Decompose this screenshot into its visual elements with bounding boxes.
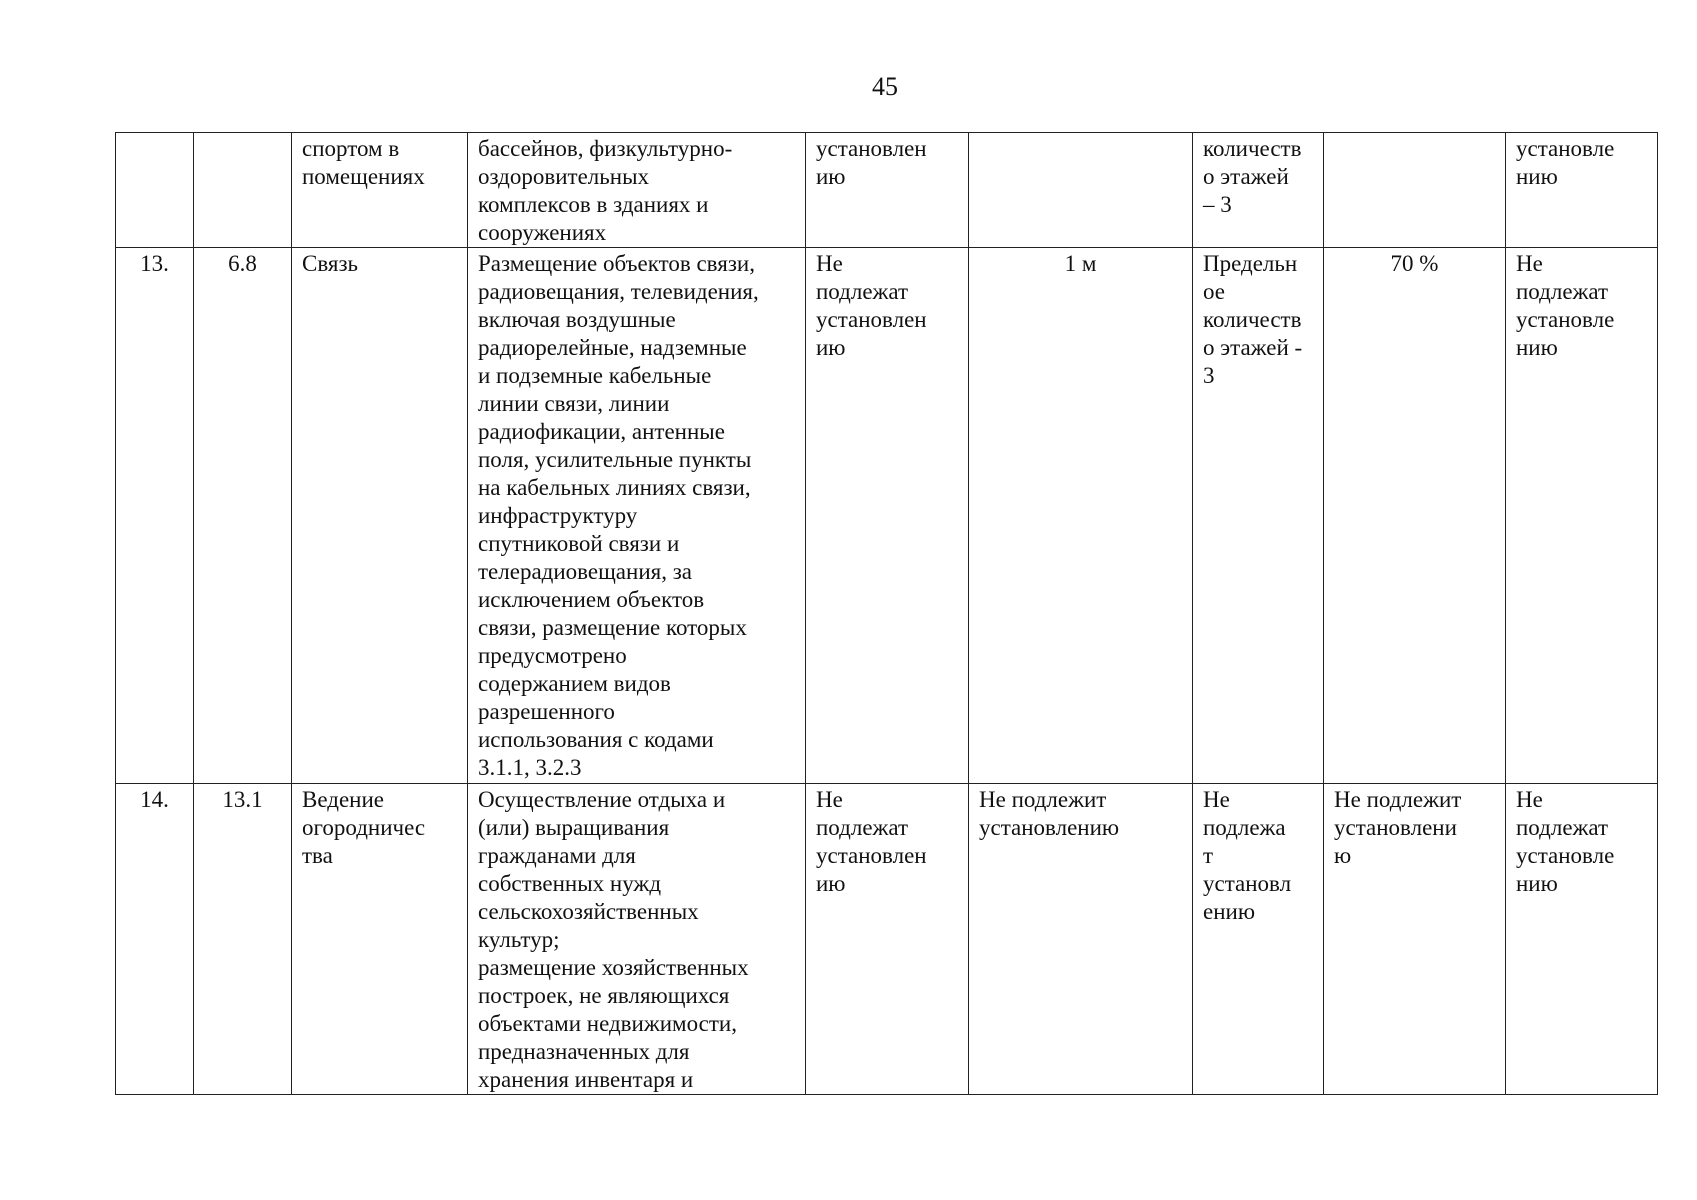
max-floors-text [1203, 135, 1313, 219]
text-line: Ведение [302, 787, 384, 812]
text-line: сельскохозяйственных [478, 899, 699, 924]
text-line: установле [1516, 843, 1615, 868]
text-line: 1 м [1064, 251, 1097, 276]
text-line: установлен [816, 843, 927, 868]
text-line: культур; [478, 927, 560, 952]
text-line: установле [1516, 136, 1615, 161]
row-number-text: 13. [140, 251, 169, 276]
text-line: инфраструктуру [478, 503, 638, 528]
table-body [116, 133, 1658, 1095]
row-number-cell [116, 784, 194, 1095]
table-row [116, 784, 1658, 1095]
text-line: т [1203, 843, 1214, 868]
text-line: тва [302, 843, 333, 868]
other-limits-text [1516, 786, 1647, 898]
text-line: Осуществление отдыха и [478, 787, 726, 812]
min-setback-text [979, 250, 1182, 278]
text-line: оздоровительных [478, 164, 650, 189]
table-row [116, 133, 1658, 248]
row-number-cell [116, 133, 194, 248]
row-number-cell [116, 248, 194, 784]
text-line: бассейнов, физкультурно- [478, 136, 733, 161]
max-floors-text [1203, 250, 1313, 390]
text-line: поля, усилительные пункты [478, 447, 752, 472]
min-area-text [816, 135, 958, 191]
code-cell [194, 784, 292, 1095]
other-limits-text [1516, 135, 1647, 191]
text-line: Не [816, 251, 843, 276]
text-line: Не [1516, 251, 1543, 276]
max-floors-cell [1193, 248, 1324, 784]
text-line: установлен [816, 307, 927, 332]
description-text [478, 250, 795, 782]
text-line: гражданами для [478, 843, 636, 868]
page-number: 45 [872, 72, 898, 101]
max-coverage-cell [1324, 248, 1506, 784]
text-line: Не [1516, 787, 1543, 812]
other-limits-cell [1506, 133, 1658, 248]
text-line: Размещение объектов связи, [478, 251, 755, 276]
text-line: количеств [1203, 136, 1302, 161]
description-cell [468, 248, 806, 784]
text-line: установлени [1334, 815, 1457, 840]
text-line: сооружениях [478, 220, 607, 245]
min-setback-cell [969, 248, 1193, 784]
text-line: Не подлежит [1334, 787, 1462, 812]
min-setback-cell [969, 133, 1193, 248]
use-name-cell [292, 784, 468, 1095]
text-line: огородничес [302, 815, 426, 840]
text-line: подлежат [816, 279, 909, 304]
max-floors-text [1203, 786, 1313, 926]
text-line: на кабельных линиях связи, [478, 475, 751, 500]
use-name-text [302, 250, 457, 278]
text-line: Не [816, 787, 843, 812]
text-line: помещениях [302, 164, 425, 189]
text-line: Не подлежит [979, 787, 1107, 812]
code-text: 13.1 [222, 787, 263, 812]
text-line: нию [1516, 164, 1558, 189]
text-line: собственных нужд [478, 871, 662, 896]
min-area-text [816, 786, 958, 898]
text-line: установл [1203, 871, 1292, 896]
max-coverage-text [1334, 250, 1495, 278]
text-line: линии связи, линии [478, 391, 670, 416]
description-text [478, 135, 795, 247]
table-row [116, 248, 1658, 784]
text-line: 3 [1203, 363, 1215, 388]
other-limits-cell [1506, 784, 1658, 1095]
text-line: и подземные кабельные [478, 363, 712, 388]
text-line: Связь [302, 251, 359, 276]
max-coverage-text [1334, 786, 1495, 870]
regulations-table [115, 132, 1658, 1095]
text-line: размещение хозяйственных [478, 955, 749, 980]
description-text [478, 786, 795, 1094]
min-setback-cell [969, 784, 1193, 1095]
min-area-text [816, 250, 958, 362]
text-line: комплексов в зданиях и [478, 192, 709, 217]
text-line: о этажей - [1203, 335, 1303, 360]
text-line: – 3 [1203, 192, 1232, 217]
text-line: Не [1203, 787, 1230, 812]
text-line: радиорелейные, надземные [478, 335, 747, 360]
text-line: Предельн [1203, 251, 1298, 276]
text-line: установлен [816, 136, 927, 161]
text-line: ое [1203, 279, 1225, 304]
text-line: ию [816, 871, 846, 896]
text-line: предназначенных для [478, 1039, 690, 1064]
max-coverage-cell [1324, 784, 1506, 1095]
text-line: подлежа [1203, 815, 1286, 840]
other-limits-text [1516, 250, 1647, 362]
code-cell [194, 133, 292, 248]
description-cell [468, 133, 806, 248]
min-area-cell [806, 133, 969, 248]
description-cell [468, 784, 806, 1095]
text-line: ению [1203, 899, 1256, 924]
text-line: ию [816, 335, 846, 360]
text-line: хранения инвентаря и [478, 1067, 694, 1092]
text-line: разрешенного [478, 699, 615, 724]
text-line: связи, размещение которых [478, 615, 747, 640]
text-line: радиовещания, телевидения, [478, 279, 759, 304]
code-cell [194, 248, 292, 784]
text-line: нию [1516, 335, 1558, 360]
text-line: включая воздушные [478, 307, 676, 332]
text-line: подлежат [1516, 815, 1609, 840]
use-name-cell [292, 133, 468, 248]
text-line: о этажей [1203, 164, 1289, 189]
text-line: нию [1516, 871, 1558, 896]
text-line: установлению [979, 815, 1120, 840]
text-line: установле [1516, 307, 1615, 332]
text-line: предусмотрено [478, 643, 627, 668]
use-name-cell [292, 248, 468, 784]
code-text: 6.8 [228, 251, 257, 276]
row-number-text: 14. [140, 787, 169, 812]
text-line: ю [1334, 843, 1352, 868]
max-floors-cell [1193, 133, 1324, 248]
text-line: (или) выращивания [478, 815, 670, 840]
text-line: радиофикации, антенные [478, 419, 725, 444]
min-setback-text [979, 786, 1182, 842]
text-line: телерадиовещания, за [478, 559, 693, 584]
min-area-cell [806, 248, 969, 784]
max-floors-cell [1193, 784, 1324, 1095]
text-line: содержанием видов [478, 671, 671, 696]
use-name-text [302, 135, 457, 191]
other-limits-cell [1506, 248, 1658, 784]
text-line: количеств [1203, 307, 1302, 332]
max-coverage-cell [1324, 133, 1506, 248]
text-line: использования с кодами [478, 727, 714, 752]
text-line: ию [816, 164, 846, 189]
text-line: подлежат [816, 815, 909, 840]
text-line: подлежат [1516, 279, 1609, 304]
text-line: исключением объектов [478, 587, 705, 612]
text-line: 70 % [1390, 251, 1439, 276]
min-area-cell [806, 784, 969, 1095]
text-line: спортом в [302, 136, 400, 161]
use-name-text [302, 786, 457, 870]
text-line: 3.1.1, 3.2.3 [478, 755, 582, 780]
text-line: построек, не являющихся [478, 983, 730, 1008]
text-line: объектами недвижимости, [478, 1011, 737, 1036]
text-line: спутниковой связи и [478, 531, 680, 556]
